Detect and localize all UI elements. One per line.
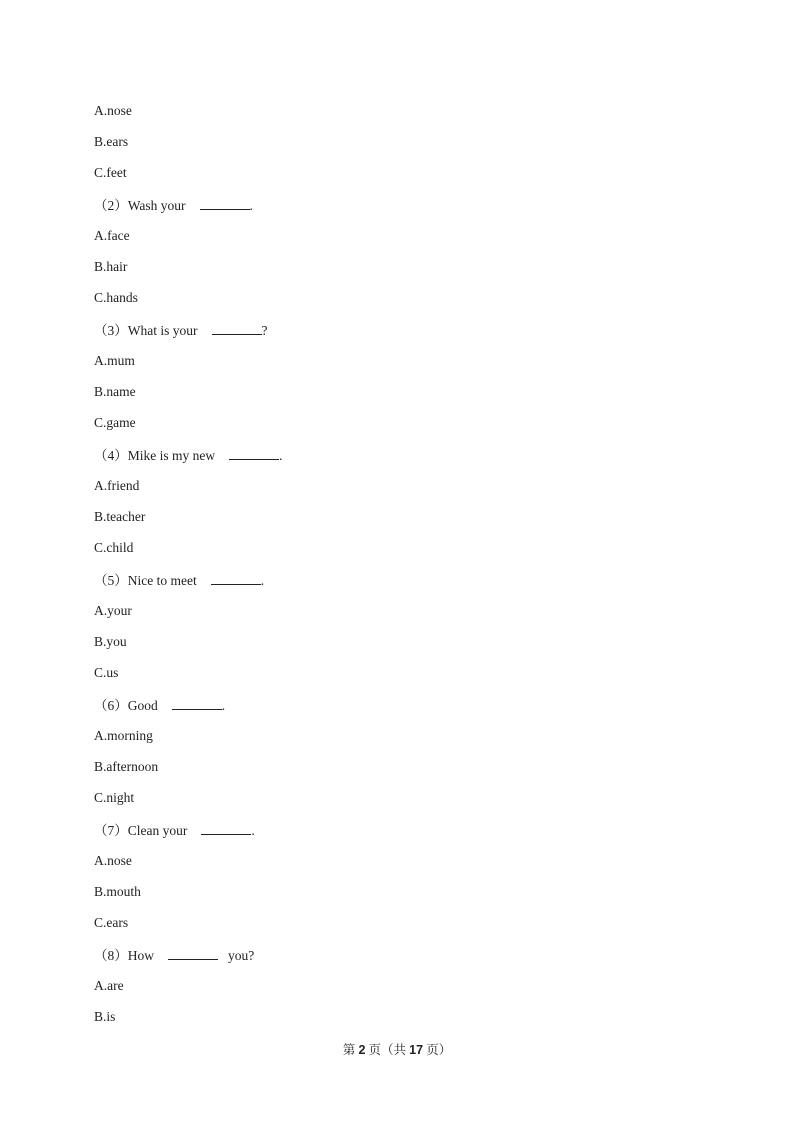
option-line: B.you: [94, 634, 127, 649]
footer-page-number: 2: [358, 1043, 366, 1057]
option-line: A.nose: [94, 103, 132, 118]
footer-suffix: 页）: [426, 1043, 452, 1057]
question-punctuation: .: [260, 573, 265, 588]
option-line: B.mouth: [94, 884, 141, 899]
option-line: B.hair: [94, 259, 128, 274]
answer-blank: [200, 197, 250, 210]
question-text: （2）Wash your: [94, 198, 186, 213]
option-line: A.face: [94, 228, 130, 243]
option-line: B.ears: [94, 134, 129, 149]
option-line: A.nose: [94, 853, 132, 868]
option-line: C.ears: [94, 915, 129, 930]
answer-blank: [212, 322, 262, 335]
option-line: C.hands: [94, 290, 138, 305]
footer-middle: 页（共: [368, 1043, 407, 1057]
question-line: [94, 947, 254, 964]
question-line: [94, 447, 283, 464]
question-text: （8）How: [94, 948, 154, 963]
question-punctuation: .: [249, 198, 253, 213]
answer-blank: [211, 572, 261, 585]
question-text: （4）Mike is my new: [94, 448, 216, 463]
question-line: [94, 822, 255, 839]
question-punctuation: ?: [261, 323, 268, 338]
question-punctuation: .: [279, 448, 283, 463]
option-line: A.your: [94, 603, 132, 618]
question-text: （7）Clean your: [94, 823, 188, 838]
option-line: B.teacher: [94, 509, 146, 524]
answer-blank: [201, 822, 251, 835]
footer-prefix: 第: [342, 1043, 356, 1057]
question-line: [94, 197, 253, 214]
footer-total-pages: 17: [409, 1043, 424, 1057]
option-line: C.us: [94, 665, 119, 680]
page-footer: [0, 1042, 794, 1058]
question-line: [94, 697, 225, 714]
question-text: （6）Good: [94, 698, 158, 713]
answer-blank: [229, 447, 279, 460]
option-line: A.morning: [94, 728, 153, 743]
question-punctuation: .: [251, 823, 255, 838]
question-trailing-text: you?: [228, 948, 255, 963]
option-line: C.night: [94, 790, 135, 805]
answer-blank: [168, 947, 218, 960]
question-punctuation: .: [221, 698, 226, 713]
option-line: B.is: [94, 1009, 116, 1024]
question-text: （5）Nice to meet: [94, 573, 197, 588]
option-line: C.feet: [94, 165, 127, 180]
option-line: B.name: [94, 384, 136, 399]
option-line: C.child: [94, 540, 134, 555]
answer-blank: [172, 697, 222, 710]
option-line: B.afternoon: [94, 759, 159, 774]
question-text: （3）What is your: [94, 323, 198, 338]
question-line: [94, 572, 264, 589]
option-line: A.friend: [94, 478, 140, 493]
option-line: C.game: [94, 415, 136, 430]
option-line: A.are: [94, 978, 124, 993]
question-line: [94, 322, 268, 339]
option-line: A.mum: [94, 353, 135, 368]
